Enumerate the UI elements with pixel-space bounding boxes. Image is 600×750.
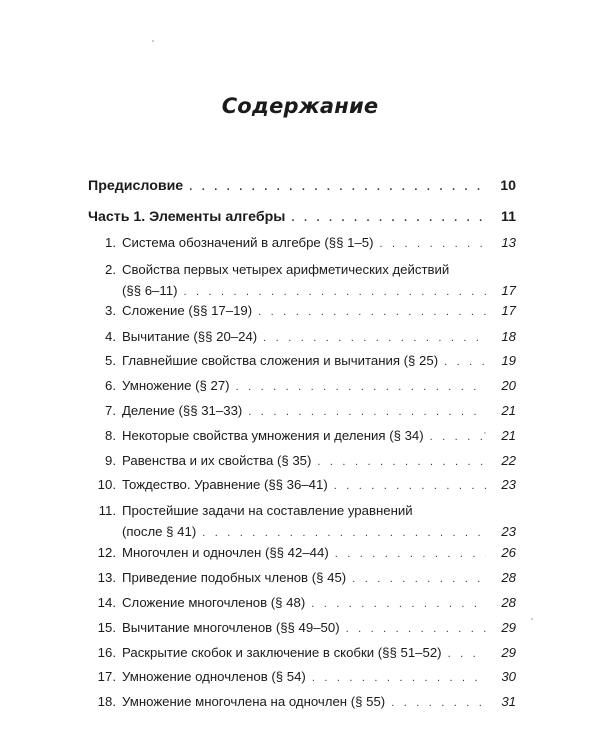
toc-item-number: 11. <box>98 503 116 518</box>
dot-leader <box>335 544 486 565</box>
toc-item-text: Некоторые свойства умножения и деления (§ 34) <box>122 428 424 443</box>
toc-item-text-continued: (§§ 6–11) <box>122 283 178 298</box>
toc-item-text: Многочлен и одночлен (§§ 42–44) <box>122 545 329 560</box>
toc-item-number: 3. <box>105 303 116 318</box>
toc-item <box>88 326 516 349</box>
toc-item-page: 18 <box>501 329 516 344</box>
dot-leader <box>352 569 486 590</box>
dot-leader <box>391 693 486 714</box>
toc-entry-part-1 <box>88 207 516 229</box>
toc-item-text-continued: (после § 41) <box>122 524 197 539</box>
toc-item-text: Сложение многочленов (§ 48) <box>122 595 306 610</box>
toc-entry-label: Предисловие <box>88 178 184 194</box>
dot-leader <box>202 523 486 544</box>
paper-speck <box>152 40 154 42</box>
toc-item-page: 30 <box>501 669 516 684</box>
toc-item-number: 9. <box>105 453 116 468</box>
dot-leader <box>334 476 486 497</box>
toc-item-page: 17 <box>501 303 516 318</box>
toc-item <box>88 450 516 473</box>
paper-speck <box>484 432 486 434</box>
toc-item-number: 16. <box>97 645 116 660</box>
toc-item-text: Раскрытие скобок и заключение в скобки (§§ 51–52) <box>122 645 442 660</box>
toc-item <box>88 617 516 640</box>
toc-item <box>88 350 516 373</box>
toc-item <box>88 691 516 714</box>
dot-leader <box>311 594 486 615</box>
toc-item-text: Вычитание многочленов (§§ 49–50) <box>122 620 340 635</box>
toc-item <box>88 300 516 323</box>
dot-leader <box>291 208 486 229</box>
toc-entry-page: 10 <box>500 178 516 194</box>
page-title: Содержание <box>221 94 379 118</box>
toc-item-page: 17 <box>501 283 516 298</box>
toc-item-page: 21 <box>501 428 516 443</box>
toc-item <box>88 259 516 303</box>
toc-item-text: Умножение (§ 27) <box>122 378 230 393</box>
toc-item-text: Умножение одночленов (§ 54) <box>122 669 306 684</box>
toc-item-text: Главнейшие свойства сложения и вычитания (§ 25) <box>122 353 439 368</box>
toc-item-number: 8. <box>105 428 116 443</box>
toc-item-text: Вычитание (§§ 20–24) <box>122 329 258 344</box>
toc-item-page: 29 <box>501 620 516 635</box>
toc-item <box>88 567 516 590</box>
toc-item <box>88 425 516 448</box>
toc-item <box>88 375 516 398</box>
toc-item-text: Равенства и их свойства (§ 35) <box>122 453 312 468</box>
dot-leader <box>444 352 486 373</box>
dot-leader <box>263 328 486 349</box>
toc-item-text: Сложение (§§ 17–19) <box>122 303 253 318</box>
toc-item-page: 28 <box>501 595 516 610</box>
toc-item <box>88 474 516 497</box>
toc-item-page: 21 <box>501 403 516 418</box>
dot-leader <box>317 452 486 473</box>
toc-item-number: 10. <box>97 477 116 492</box>
dot-leader <box>380 234 486 255</box>
dot-leader <box>189 177 486 198</box>
toc-item-page: 28 <box>501 570 516 585</box>
toc-item-text: Приведение подобных членов (§ 45) <box>122 570 347 585</box>
toc-item <box>88 642 516 665</box>
toc-item-number: 13. <box>97 570 116 585</box>
toc-item-text: Деление (§§ 31–33) <box>122 403 243 418</box>
toc-item-page: 31 <box>501 694 516 709</box>
dot-leader <box>312 668 486 689</box>
toc-item-number: 15. <box>97 620 116 635</box>
toc-item-number: 6. <box>105 378 116 393</box>
toc-item-number: 12. <box>97 545 116 560</box>
toc-item <box>88 500 516 544</box>
toc-item-number: 18. <box>97 694 116 709</box>
toc-item-page: 22 <box>501 453 516 468</box>
toc-item-page: 23 <box>501 477 516 492</box>
toc-item-page: 13 <box>501 235 516 250</box>
toc-item-text: Система обозначений в алгебре (§§ 1–5) <box>122 235 374 250</box>
dot-leader <box>448 644 486 665</box>
toc-item-text: Простейшие задачи на составление уравнений <box>122 503 413 518</box>
toc-item-text: Тождество. Уравнение (§§ 36–41) <box>122 477 328 492</box>
toc-item-number: 7. <box>105 403 116 418</box>
paper-speck <box>531 618 533 620</box>
toc-item-page: 19 <box>501 353 516 368</box>
toc-item-number: 17. <box>97 669 116 684</box>
toc-item-page: 23 <box>501 524 516 539</box>
dot-leader <box>236 377 486 398</box>
dot-leader <box>430 427 486 448</box>
toc-item <box>88 542 516 565</box>
toc-item-page: 29 <box>501 645 516 660</box>
toc-entry-label: Часть 1. Элементы алгебры <box>88 209 286 225</box>
toc-item-text: Умножение многочлена на одночлен (§ 55) <box>122 694 386 709</box>
toc-item-number: 2. <box>105 262 116 277</box>
toc-item-number: 14. <box>97 595 116 610</box>
toc-item-text: Свойства первых четырех арифметических действий <box>122 262 450 277</box>
dot-leader <box>346 619 486 640</box>
toc-item <box>88 592 516 615</box>
toc-entry-page: 11 <box>501 209 516 225</box>
toc-item-number: 5. <box>105 353 116 368</box>
toc-item-number: 1. <box>105 235 116 250</box>
toc-item <box>88 232 516 255</box>
toc-entry-preface <box>88 176 516 198</box>
toc-item <box>88 666 516 689</box>
dot-leader <box>248 402 486 423</box>
toc-item-page: 20 <box>501 378 516 393</box>
toc-item <box>88 400 516 423</box>
toc-item-number: 4. <box>105 329 116 344</box>
dot-leader <box>258 302 486 323</box>
toc-item-page: 26 <box>501 545 516 560</box>
